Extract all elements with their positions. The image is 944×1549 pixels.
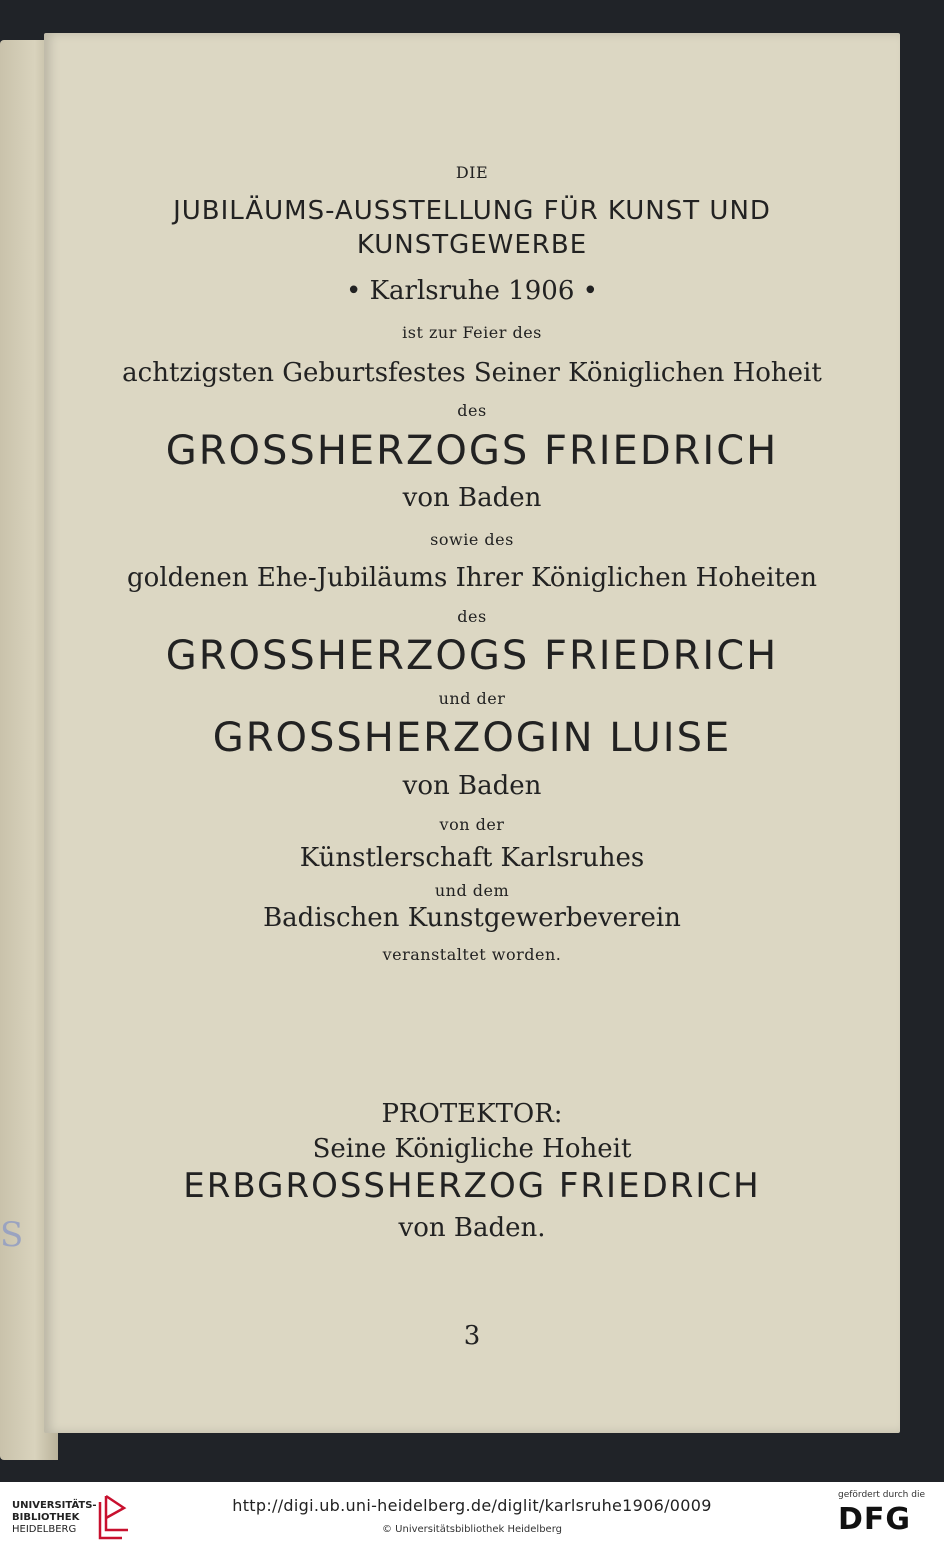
footer-bar [0,1482,944,1549]
text-line: des [457,607,487,626]
exhibition-title-line1: JUBILÄUMS-AUSSTELLUNG FÜR KUNST UND [173,196,771,226]
book-page [44,33,900,1433]
text-line: und dem [434,881,510,900]
text-line: von der [439,815,505,834]
text-line: Badischen Kunstgewerbeverein [263,903,681,933]
place-year: • Karlsruhe 1906 • [346,276,598,306]
text-line: des [457,401,487,420]
heading-grossherzogs-2: GROSSHERZOGS FRIEDRICH [165,633,779,679]
permalink-url[interactable]: http://digi.ub.uni-heidelberg.de/diglit/karlsruhe1906/0009 [232,1496,712,1515]
exhibition-title-line2: KUNSTGEWERBE [356,230,588,260]
text-line: von Baden [402,483,542,513]
text-line: veranstaltet worden. [382,945,562,964]
library-name-line2: BIBLIOTHEK [12,1512,80,1523]
text-line: achtzigsten Geburtsfestes Seiner Königlichen Hoheit [122,358,822,388]
funded-by-label: gefördert durch die [838,1490,925,1500]
library-name-line3: HEIDELBERG [12,1524,77,1535]
protektor-heading: PROTEKTOR: [381,1099,563,1129]
library-name-line1: UNIVERSITÄTS- [12,1500,97,1511]
pencil-margin-mark: S [0,1215,24,1255]
text-line: von Baden [402,771,542,801]
heading-grossherzogs-1: GROSSHERZOGS FRIEDRICH [165,428,779,474]
heading-grossherzogin: GROSSHERZOGIN LUISE [212,715,732,761]
page-number: 3 [463,1321,481,1351]
dfg-logo[interactable]: DFG [838,1502,912,1537]
text-line: Künstlerschaft Karlsruhes [299,843,645,873]
text-line: sowie des [430,530,514,549]
copyright-notice: © Universitätsbibliothek Heidelberg [381,1524,562,1535]
text-line: und der [438,689,506,708]
text-line: Seine Königliche Hoheit [312,1134,632,1164]
text-line: von Baden. [398,1213,546,1243]
text-line: ist zur Feier des [402,323,542,342]
text-line: DIE [455,163,489,182]
text-line: goldenen Ehe-Jubiläums Ihrer Königlichen Hoheiten [127,563,817,593]
heading-erbgrossherzog: ERBGROSSHERZOG FRIEDRICH [183,1166,761,1206]
